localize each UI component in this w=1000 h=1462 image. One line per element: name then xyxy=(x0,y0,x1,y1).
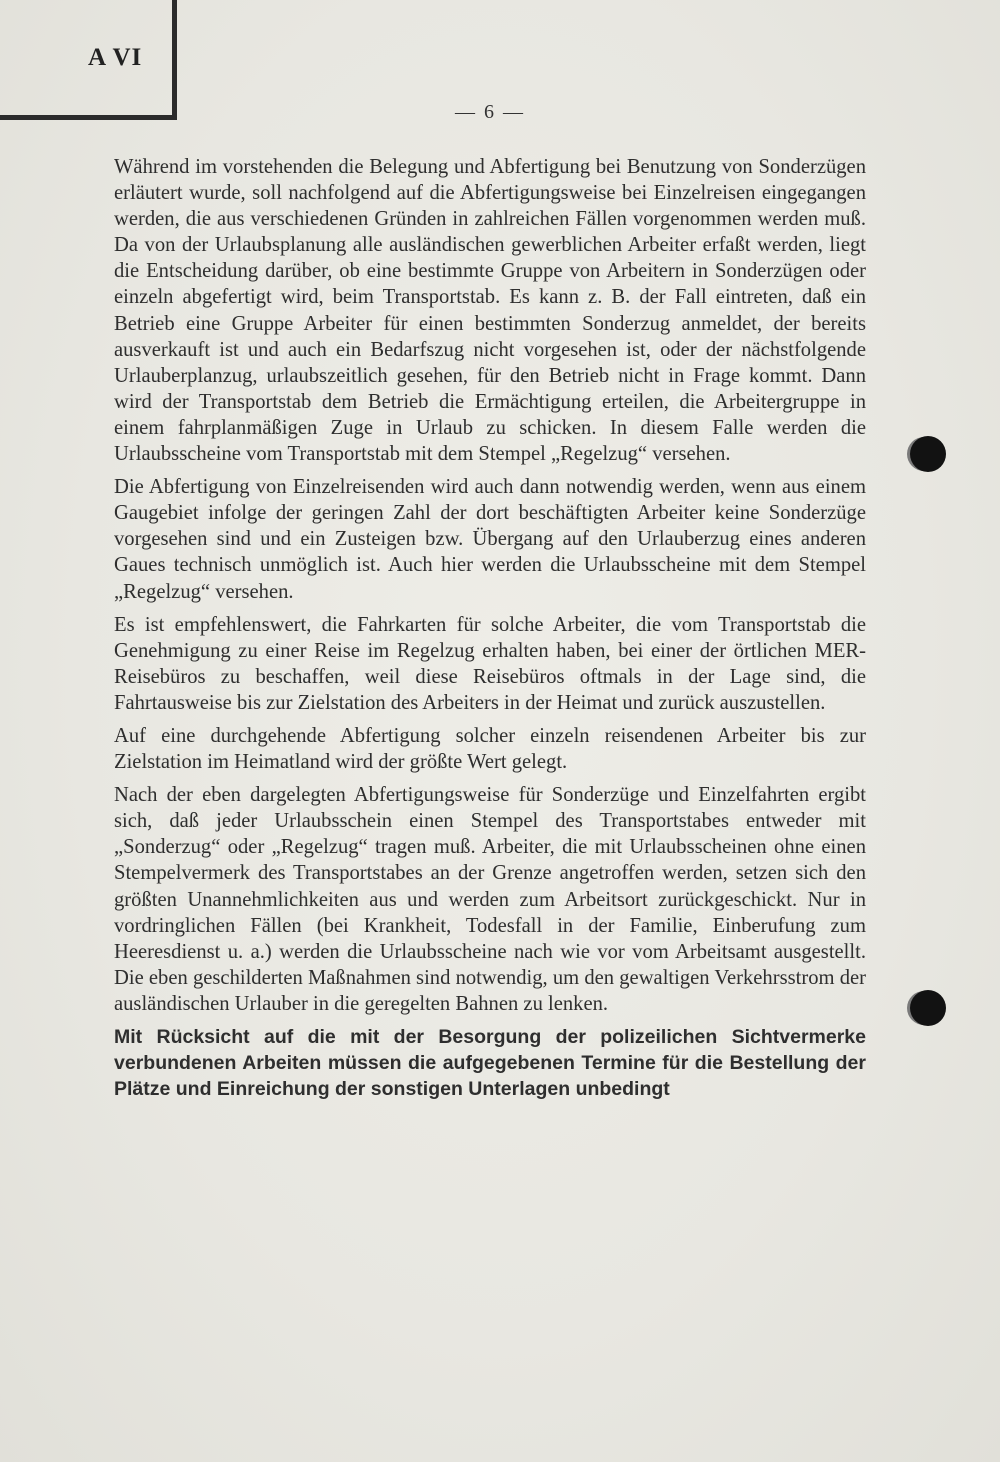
punch-hole xyxy=(910,436,946,472)
paragraph-bold-notice: Mit Rücksicht auf die mit der Besorgung der polizeilichen Sichtvermerke verbundenen Arbeiten müssen die aufgegebenen Termine für die Bestellung der Plätze und Einreichung der sonstigen Unterlagen unbedingt xyxy=(114,1026,866,1101)
punch-hole xyxy=(910,990,946,1026)
body-text xyxy=(114,154,866,1109)
paragraph-individual-travellers: Die Abfertigung von Einzelreisenden wird auch dann notwendig werden, wenn aus einem Gaugebiet infolge der geringen Zahl der dort beschäftigten Arbeiter keine Sonderzüge vorgesehen sind und ein Zusteigen bzw. Übergang auf den Urlauberzug eines anderen Gaues technisch unmöglich ist. Auch hier werden die Urlaubsscheine mit dem Stempel „Regelzug“ versehen. xyxy=(114,476,866,603)
page-number-text: — 6 — xyxy=(455,101,525,123)
page-number xyxy=(0,101,1000,124)
paragraph-stamp-requirement: Nach der eben dargelegten Abfertigungsweise für Sonderzüge und Einzelfahrten ergibt sich, daß jeder Urlaubsschein einen Stempel des Transportstabes entweder mit „Sonderzug“ oder „Regelzug“ tragen muß. Arbeiter, die mit Urlaubsscheinen ohne einen Stempelvermerk des Transportstabes an der Grenze angetroffen werden, setzen sich den größten Unannehmlichkeiten aus und werden zum Arbeitsort zurückgeschickt. Nur in vordringlichen Fällen (bei Krankheit, Todesfall in der Familie, Einberufung zum Heeresdienst u. a.) werden die Urlaubsscheine nach wie vor vom Arbeitsamt ausgestellt. Die eben geschilderten Maßnahmen sind notwendig, um den gewaltigen Verkehrsstrom der ausländischen Urlauber in die geregelten Bahnen zu lenken. xyxy=(114,784,866,1015)
paragraph-through-dispatch: Auf eine durchgehende Abfertigung solcher einzeln reisendenen Arbeiter bis zur Zielstation im Heimatland wird der größte Wert gelegt. xyxy=(114,724,866,774)
paragraph-special-trains: Während im vorstehenden die Belegung und Abfertigung bei Benutzung von Sonderzügen erläutert wurde, soll nachfolgend auf die Abfertigungsweise bei Einzelreisen eingegangen werden, die aus verschiedenen Gründen in zahlreichen Fällen vorgenommen werden muß. Da von der Urlaubsplanung alle ausländischen gewerblichen Arbeiter erfaßt werden, liegt die Entscheidung darüber, ob eine bestimmte Gruppe von Arbeitern in Sonderzügen oder einzeln abgefertigt wird, beim Transportstab. Es kann z. B. der Fall eintreten, daß ein Betrieb eine Gruppe Arbeiter für einen bestimmten Sonderzug anmeldet, der bereits ausverkauft ist und auch ein Bedarfszug nicht vorgesehen ist, oder der nächstfolgende Urlauberplanzug, urlaubszeitlich gesehen, für den Betrieb nicht in Frage kommt. Dann wird der Transportstab dem Betrieb die Ermächtigung erteilen, die Arbeitergruppe in einem fahrplanmäßigen Zuge in Urlaub zu schicken. In diesem Falle werden die Urlaubsscheine vom Transportstab mit dem Stempel „Regelzug“ versehen. xyxy=(114,156,866,466)
section-label: A VI xyxy=(88,44,143,71)
paragraph-tickets: Es ist empfehlenswert, die Fahrkarten für solche Arbeiter, die vom Transportstab die Genehmigung zu einer Reise im Regelzug erhalten haben, bei einer der örtlichen MER-Reisebüros zu beschaffen, weil diese Reisebüros oftmals in der Lage sind, die Fahrtausweise bis zur Zielstation des Arbeiters in der Heimat und zurück auszustellen. xyxy=(114,613,866,714)
